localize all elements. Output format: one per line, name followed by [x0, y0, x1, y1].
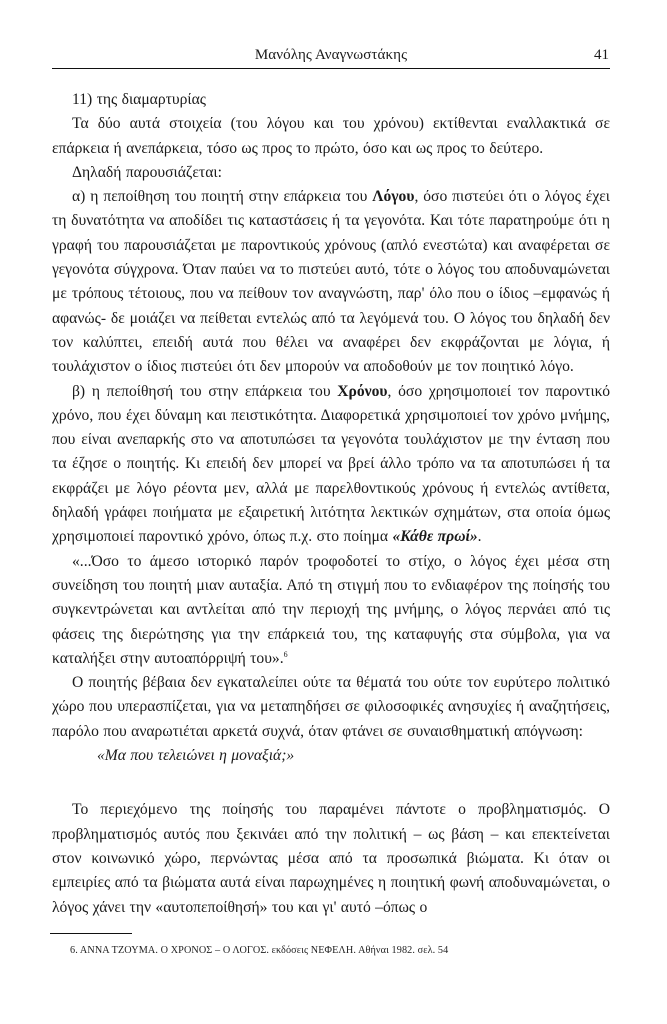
footnote: 6. ΑΝΝΑ ΤΖΟΥΜΑ. Ο ΧΡΟΝΟΣ – Ο ΛΟΓΟΣ. εκδόσεις ΝΕΦΕΛΗ. Αθήναι 1982. σελ. 54	[70, 945, 449, 956]
bold-term-chronos: Χρόνου	[337, 382, 388, 400]
spacer	[52, 768, 610, 798]
paragraph: Τα δύο αυτά στοιχεία (του λόγου και του χρόνου) εκτίθενται εναλλακτικά σε επάρκεια ή ανεπάρκεια, τόσο ως προς το πρώτο, όσο και ως προς το δεύτερο.	[52, 115, 610, 157]
block-quote	[52, 550, 610, 671]
paragraph: Το περιεχόμενο της ποίησής του παραμένει πάντοτε ο προβληματισμός. Ο προβληματισμός αυτός που ξεκινάει από την πολιτική – ως βάση – και επεκτείνεται στον κοινωνικό χώρο, περνώντας μέσα από τα προσωπικά βιώματα. Κι όταν οι εμπειρίες από τα βιώματα αυτά είναι παρωχημένες η ποιητική φωνή αποδυναμώνεται, ο λόγος χάνει την «αυτοπεποίθησή» του και γι' αυτό –όπως ο	[52, 801, 610, 916]
text: , όσο πιστεύει ότι ο λόγος έχει τη δυνατότητα να αποδίδει τις καταστάσεις ή τα γεγονότα. Και τότε παρατηρούμε ότι η γραφή του παρουσιάζεται με παροντικούς χρόνους (απλό ενεστώτα) και αναφέρεται σε γεγονότα σύγχρονα. Όταν παύει να το πιστεύει αυτό, τότε ο λόγος του αποδυναμώνεται με τρόπους τέτοιους, που να πείθουν τον αναγνώστη, παρ' όλο που ο ίδιος –εμφανώς ή αφανώς- δε μοιάζει να πείθεται εντελώς από τα λεγόμενά του. Ο λόγος του δηλαδή δεν τον καλύπτει, επειδή αυτά που θέλει να αναφέρει δεν εκφράζονται με λόγια, ή τουλάχιστον ο ίδιος πιστεύει ότι δεν μπορούν να αποδοθούν με τον ποιητικό λόγο.	[52, 188, 611, 376]
page-number: 41	[594, 47, 609, 63]
paragraph: Δηλαδή παρουσιάζεται:	[72, 163, 222, 181]
quote-text: «...Όσο το άμεσο ιστορικό παρόν τροφοδοτεί το στίχο, ο λόγος έχει μέσα στη συνείδηση του ποιητή μιαν αυταξία. Από τη στιγμή που το ενδιαφέρον της ποίησής του συγκεντρώνεται και αντλείται από την περιοχή της μνήμης, ο λόγος περνάει από τις φάσεις της διερώτησης για την επάρκειά του, της καταφυγής στα σύμβολα, για να καταλήξει στην αυτοαπόρριψή του».	[52, 552, 610, 667]
paragraph-beta	[52, 380, 610, 550]
running-header	[52, 46, 610, 69]
footnote-divider	[50, 933, 132, 934]
header-title: Μανόλης Αναγνωστάκης	[254, 47, 408, 63]
paragraph: Ο ποιητής βέβαια δεν εγκαταλείπει ούτε τα θέματά του ούτε τον ευρύτερο πολιτικό χώρο που υπερασπίζεται, για να μεταπηδήσει σε φιλοσοφικές ανησυχίες ή αναζητήσεις, παρόλο που αναρωτιέται αρκετά συχνά, όταν φτάνει σε συναισθηματική απόγνωση:	[52, 674, 610, 740]
list-item-11: 11) της διαμαρτυρίας	[72, 91, 206, 108]
footnote-ref[interactable]: 6	[283, 649, 288, 659]
paragraph-alpha	[52, 185, 610, 379]
text: .	[477, 528, 482, 546]
text: β) η πεποίθησή του στην επάρκεια του	[72, 382, 338, 400]
poem-quote: «Μα που τελειώνει η μοναξιά;»	[97, 747, 295, 765]
bold-term-logos: Λόγου	[372, 188, 415, 206]
text: , όσο χρησιμοποιεί τον παροντικό χρόνο, που έχει δύναμη και πειστικότητα. Διαφορετικά χρησιμοποιεί τον χρόνο μνήμης, που είναι ανεπαρκής στο να αποτυπώσει τα γεγονότα τουλάχιστον με την ένταση που τα έζησε ο ποιητής. Κι επειδή δεν μπορεί να βρεί άλλο τρόπο να τα αποτυπώσει ή τα εκφράζει με λόγο ρέοντα μεν, αλλά με παρελθοντικούς χρόνους ή εντελώς αντίθετα, δηλαδή γράφει ποιήματα με εξαιρετική λιτότητα λεκτικών σχημάτων, στα οποία όμως χρησιμοποιεί παροντικό χρόνο, όπως π.χ. στο ποίημα	[52, 382, 610, 546]
body-text	[52, 88, 610, 920]
text: α) η πεποίθηση του ποιητή στην επάρκεια του	[72, 188, 373, 206]
poem-title: «Κάθε πρωί»	[392, 528, 478, 546]
